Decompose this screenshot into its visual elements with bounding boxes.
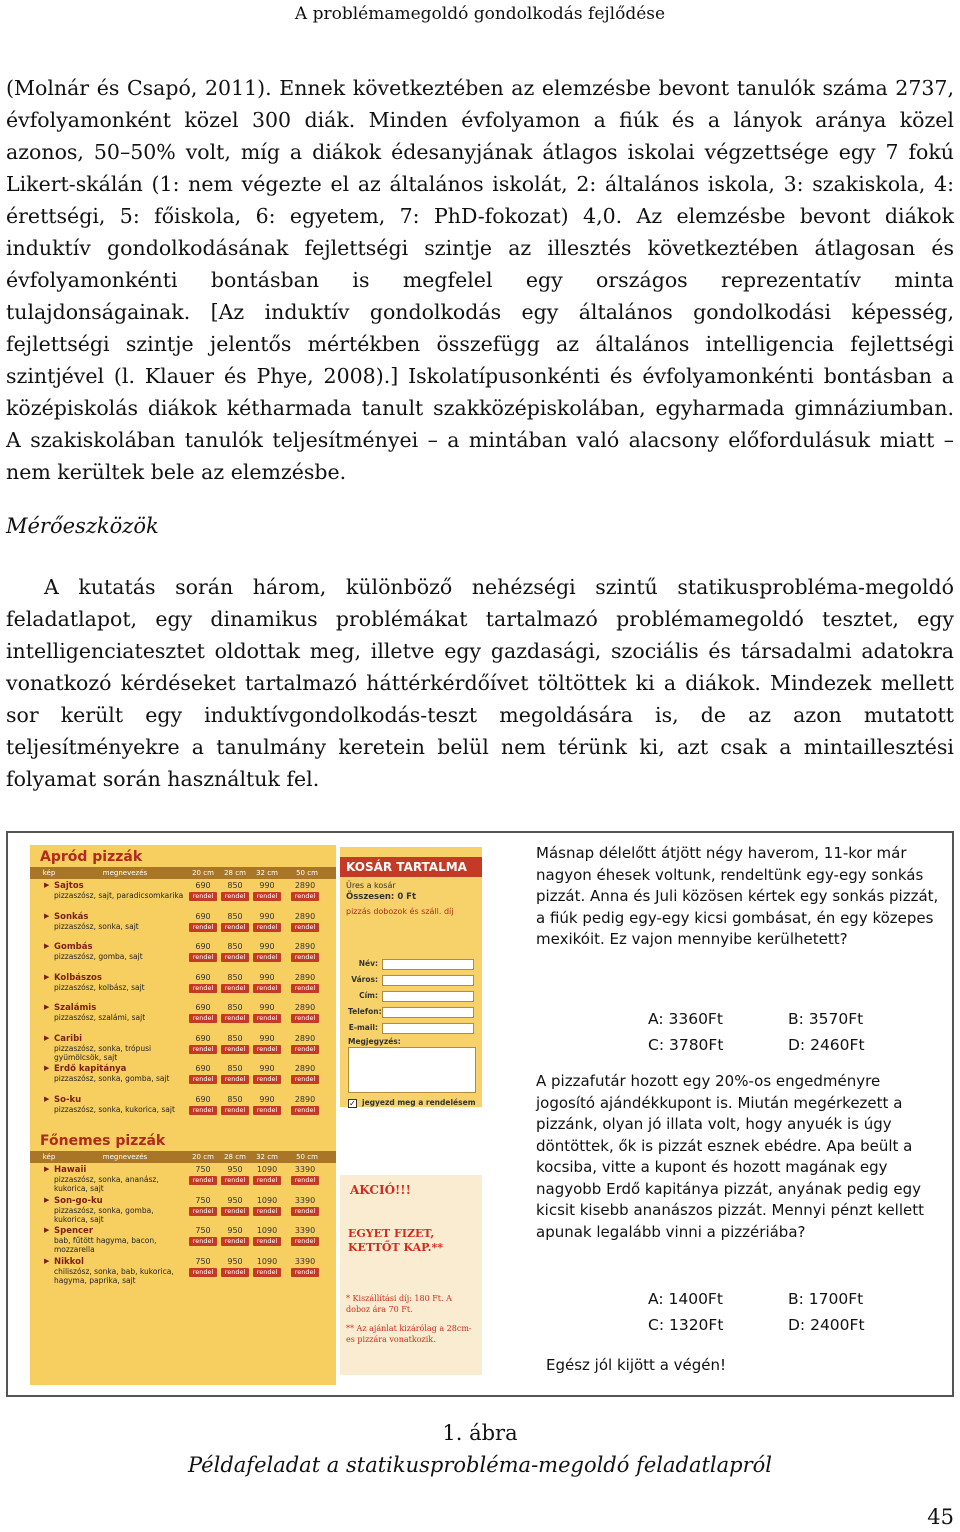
order-button[interactable]: rendel [221,1075,249,1084]
pizza-ingredients: pizzaszósz, szalámi, sajt [54,1013,146,1022]
menu-header-cell: 32 cm [256,1153,278,1161]
pizza-price: 990 [259,972,275,982]
pizza-ingredients: pizzaszósz, sonka, gomba, kukorica, sajt [54,1205,154,1224]
menu-section-title: Apród pizzák [40,849,143,865]
cart-field-city[interactable] [348,975,476,987]
arrow-icon: ▶ [44,1226,50,1234]
order-button[interactable]: rendel [253,953,281,962]
pizza-price: 690 [195,1094,211,1104]
order-button[interactable]: rendel [291,1045,319,1054]
cart-field-phone[interactable] [348,1007,476,1019]
pizza-price: 2890 [294,942,316,951]
cart-field-email[interactable] [348,1023,476,1035]
figure-example-task [6,831,954,1397]
city-input[interactable] [382,975,474,986]
order-button[interactable]: rendel [291,1075,319,1084]
pizza-row [34,912,334,943]
pizza-ingredients: pizzaszósz, sonka, kukorica, sajt [54,1104,175,1114]
pizza-ingredients: pizzaszósz, kolbász, sajt [54,982,145,992]
order-button[interactable]: rendel [253,1075,281,1084]
pizza-price: 750 [195,1226,211,1235]
pizza-price: 690 [195,1064,211,1073]
pizza-row [34,1196,334,1227]
pizza-price: 850 [227,972,243,982]
pizza-row [34,1064,334,1095]
pizza-price: 850 [227,1033,243,1043]
pizza-price: 690 [195,911,211,921]
pizza-name: Hawaii [54,1165,87,1175]
pizza-name: Caribi [54,1033,83,1044]
pizza-name: So-ku [54,1094,82,1105]
menu-header-cell: kép [42,1153,56,1161]
pizza-price: 850 [227,1094,243,1104]
menu-header-cell: kép [42,869,56,877]
pizza-price: 990 [259,942,275,951]
pizza-price: 750 [195,1165,211,1174]
cart-panel [340,847,482,1107]
menu-header-cell: 20 cm [192,1153,214,1161]
order-button[interactable]: rendel [291,1207,319,1216]
order-button[interactable]: rendel [221,923,249,932]
pizza-price: 3390 [294,1226,316,1235]
cart-field-label: Cím: [359,991,378,1000]
pizza-price: 690 [195,1003,211,1012]
order-button[interactable]: rendel [291,1106,319,1115]
order-button[interactable]: rendel [189,892,217,901]
pizza-ingredients: bab, fűtött hagyma, bacon, mozzarella [54,1236,157,1254]
order-button[interactable]: rendel [189,1237,217,1246]
pizza-price: 950 [227,1195,243,1205]
pizza-ingredients: pizzaszósz, sonka, gomba, sajt [54,1074,170,1083]
phone-input[interactable] [382,1007,474,1018]
answer-option: C: 3780Ft [648,1036,724,1054]
cart-field-name[interactable] [348,959,476,971]
pizza-name: Sonkás [54,911,89,922]
pizza-price: 2890 [294,1064,316,1073]
order-button[interactable]: rendel [291,1237,319,1246]
pizza-price: 2890 [294,1033,316,1043]
pizza-price: 850 [227,911,243,921]
order-button[interactable]: rendel [221,984,249,993]
cart-empty-text: Üres a kosár [346,881,396,890]
menu-column-header [30,867,336,879]
cart-total-value: 0 Ft [397,892,417,902]
arrow-icon: ▶ [44,881,50,889]
order-button[interactable]: rendel [253,1268,281,1277]
cart-note: pizzás dobozok és száll. díj [346,907,454,916]
arrow-icon: ▶ [44,972,50,981]
arrow-icon: ▶ [44,1195,50,1204]
promo-title: AKCIÓ!!! [350,1183,411,1197]
pizza-price: 990 [259,881,275,890]
cart-total [346,892,416,902]
pizza-price: 690 [195,942,211,951]
cart-field-label: Név: [358,959,378,968]
order-button[interactable]: rendel [291,1014,319,1023]
pizza-row [34,1003,334,1034]
menu-section-title: Főnemes pizzák [40,1133,166,1149]
arrow-icon: ▶ [44,1165,50,1173]
order-button[interactable]: rendel [189,1176,217,1185]
answer-option: D: 2460Ft [788,1036,865,1054]
pizza-price: 990 [259,1094,275,1104]
pizza-price: 3390 [294,1165,316,1174]
order-button[interactable]: rendel [189,1075,217,1084]
pizza-name: Gombás [54,942,93,952]
pizza-price: 690 [195,881,211,890]
order-button[interactable]: rendel [221,1014,249,1023]
message-label: Megjegyzés: [348,1037,401,1046]
answer-option: A: 1400Ft [648,1290,723,1308]
message-input[interactable] [348,1047,476,1093]
pizza-price: 2890 [294,1094,316,1104]
order-button[interactable]: rendel [221,892,249,901]
arrow-icon: ▶ [44,1094,50,1103]
menu-header-cell: 28 cm [224,1153,246,1161]
order-button[interactable]: rendel [291,1268,319,1277]
section-title: Mérőeszközök [6,514,159,538]
pizza-price: 950 [227,1226,243,1235]
answer-option: D: 2400Ft [788,1316,865,1334]
cart-field-label: Város: [351,975,378,984]
pizza-price: 690 [195,972,211,982]
pizza-row [34,881,334,912]
order-button[interactable]: rendel [189,1045,217,1054]
order-button[interactable]: rendel [221,1106,249,1115]
answer-option: C: 1320Ft [648,1316,724,1334]
order-button[interactable]: rendel [291,1176,319,1185]
pizza-ingredients: pizzaszósz, sajt, paradicsomkarika [54,891,184,900]
promo-fine-2: ** Az ajánlat kizárólag a 28cm-es pizzára vonatkozik. [346,1324,472,1344]
menu-header-cell: megnevezés [102,869,148,877]
order-button[interactable]: rendel [253,1237,281,1246]
order-button[interactable]: rendel [189,1207,217,1216]
pizza-name: Son-go-ku [54,1195,103,1206]
order-button[interactable]: rendel [253,923,281,932]
menu-header-cell: megnevezés [102,1153,148,1161]
promo-fine-1: * Kiszállítási díj: 180 Ft. A doboz ára 70 Ft. [346,1294,452,1314]
pizza-price: 2890 [294,1003,316,1012]
order-button[interactable]: rendel [189,1014,217,1023]
figure-caption-title: Példafeladat a statikusprobléma-megoldó feladatlapról [188,1453,772,1477]
menu-header-cell: 50 cm [296,869,318,877]
cart-field-label: Telefon: [348,1007,382,1016]
running-header: A problémamegoldó gondolkodás fejlődése [294,4,666,24]
remember-checkbox[interactable]: ✓ [349,1099,356,1108]
pizza-row [34,973,334,1004]
promo-line-2: KETTŐT KAP.** [348,1241,443,1254]
pizza-row [34,1034,334,1065]
menu-column-header [30,1151,336,1163]
arrow-icon: ▶ [44,1256,50,1265]
pizza-price: 990 [259,911,275,921]
arrow-icon: ▶ [44,1003,50,1011]
paragraph-participants: (Molnár és Csapó, 2011). Ennek következtében az elemzésbe bevont tanulók száma 2737, évfolyamonként közel 300 diák. Minden évfolyamon a fiúk és a lányok aránya közel azonos, 50–50% volt, míg a diákok édesanyjának átlagos iskolai végzettsége egy 7 fokú Likert-skálán (1: nem végezte el az általános iskolát, 2: általános iskola, 3: szakiskola, 4: érettségi, 5: főiskola, 6: egyetem, 7: PhD-fokozat) 4,0. Az elemzésbe bevont diákok induktív gondolkodásának fejlettségi szintje az illesztés következtében átlagosan és évfolyamonkénti bontásban is megfelel egy országos reprezentatív minta tulajdonságainak. [Az induktív gondolkodás egy általános gondolkodási képesség, fejlettségi szintje jelentős mértékben összefügg az általános intelligencia fejlettségi szintjével (l. Klauer és Phye, 2008).] Iskolatípusonkénti és évfolyamonkénti bontásban a középiskolás diákok kétharmada tanult szakközépiskolában, egyharmada gimnáziumban. A szakiskolában tanulók teljesítményei – a mintában való alacsony előfordulásuk miatt – nem kerültek bele az elemzésbe. [6,76,954,484]
cart-title: KOSÁR TARTALMA [340,857,482,877]
email-input[interactable] [382,1023,474,1034]
pizza-price: 850 [227,942,243,951]
order-button[interactable]: rendel [253,892,281,901]
order-button[interactable]: rendel [291,953,319,962]
promo-panel [340,1175,482,1375]
pizza-price: 1090 [256,1256,278,1266]
pizza-price: 990 [259,1064,275,1073]
pizza-price: 850 [227,1003,243,1012]
pizza-name: Nikkol [54,1256,84,1267]
answer-option: B: 1700Ft [788,1290,864,1308]
pizza-name: Sajtos [54,881,84,891]
cart-field-label: E-mail: [348,1023,378,1032]
pizza-row [34,1165,334,1196]
cart-field-address[interactable] [348,991,476,1003]
pizza-price: 850 [227,881,243,890]
arrow-icon: ▶ [44,1064,50,1072]
pizza-row [34,1226,334,1257]
order-button[interactable]: rendel [253,1045,281,1054]
order-button[interactable]: rendel [291,892,319,901]
arrow-icon: ▶ [44,942,50,950]
pizza-price: 850 [227,1064,243,1073]
pizza-price: 990 [259,1003,275,1012]
pizza-ingredients: pizzaszósz, sonka, trópusi gyümölcsök, sajt [54,1043,152,1062]
figure-caption-number: 1. ábra [442,1421,518,1445]
answer-option: B: 3570Ft [788,1010,864,1028]
pizza-price: 690 [195,1033,211,1043]
task-paragraph-2: A pizzafutár hozott egy 20%-os engedményre jogosító ajándékkupont is. Miután megérkezett a pizzánk, olyan jó illata volt, hogy anyuék is úgy döntöttek, ők is pizzát esznek ebédre. Apa beült a kocsiba, vitte a kupont és hozott magának egy nagyobb Erdő kapitánya pizzát, anyának pedig egy kicsit kisebb ananászos pizzát. Mennyi pénzt kellett apunak legalább vinni a pizzériába? [536,1072,925,1241]
pizza-row [34,942,334,973]
order-button[interactable]: rendel [221,1045,249,1054]
arrow-icon: ▶ [44,911,50,920]
task-paragraph-1: Másnap délelőtt átjött négy haverom, 11-kor már nagyon éhesek voltunk, rendeltünk egy-egy sonkás pizzát. Anna és Juli közösen kértek egy sonkás pizzát, a fiúk pedig egy-egy kicsi gombásat, én egy közepes mexikóit. Ez vajon mennyibe kerülhetett? [536,844,939,948]
order-button[interactable]: rendel [189,1106,217,1115]
pizza-price: 3390 [294,1195,316,1205]
order-button[interactable]: rendel [189,1268,217,1277]
pizza-price: 750 [195,1256,211,1266]
remember-label: jegyezd meg a rendelésem [362,1098,476,1107]
pizza-ingredients: pizzaszósz, gomba, sajt [54,952,143,961]
pizza-price: 1090 [256,1165,278,1174]
answer-option: A: 3360Ft [648,1010,723,1028]
menu-header-cell: 20 cm [192,869,214,877]
order-button[interactable]: rendel [253,1207,281,1216]
pizza-row [34,1257,334,1288]
pizza-ingredients: chiliszósz, sonka, bab, kukorica, hagyma, paprika, sajt [54,1266,174,1285]
order-button[interactable]: rendel [221,1207,249,1216]
order-button[interactable]: rendel [291,923,319,932]
task-closing: Egész jól kijött a végén! [546,1356,727,1374]
pizza-ingredients: pizzaszósz, sonka, ananász, kukorica, sajt [54,1175,159,1193]
order-button[interactable]: rendel [189,984,217,993]
order-button[interactable]: rendel [253,984,281,993]
arrow-icon: ▶ [44,1033,50,1042]
pizza-menu [30,845,336,1385]
pizza-price: 2890 [294,911,316,921]
pizza-price: 2890 [294,972,316,982]
order-button[interactable]: rendel [189,923,217,932]
pizza-row [34,1095,334,1126]
pizza-name: Spencer [54,1226,94,1236]
name-input[interactable] [382,959,474,970]
page-number: 45 [927,1505,954,1529]
paragraph-instruments: A kutatás során három, különböző nehézségi szintű statikusprobléma-megoldó feladatlapot, egy dinamikus problémákat tartalmazó problémamegoldó tesztet, egy intelligenciatesztet oldottak meg, illetve egy gazdasági, szociális és társadalmi adatokra vonatkozó kérdéseket tartalmazó háttérkérdőívet töltöttek ki a diákok. Mindezek mellett sor került egy induktívgondolkodás-teszt megoldására is, de az azon mutatott teljesítményekre a tanulmány keretein belül nem térünk ki, azt csak a mintaillesztési folyamat során használtuk fel. [6,575,954,791]
cart-total-label: Összesen: [346,892,395,902]
order-button[interactable]: rendel [221,953,249,962]
order-button[interactable]: rendel [221,1176,249,1185]
promo-line-1: EGYET FIZET, [348,1227,435,1240]
pizza-price: 950 [227,1165,243,1174]
pizza-name: Szalámis [54,1003,97,1013]
order-button[interactable]: rendel [253,1014,281,1023]
address-input[interactable] [382,991,474,1002]
pizza-price: 990 [259,1033,275,1043]
pizza-price: 2890 [294,881,316,890]
order-button[interactable]: rendel [189,953,217,962]
order-button[interactable]: rendel [291,984,319,993]
order-button[interactable]: rendel [253,1176,281,1185]
order-button[interactable]: rendel [221,1237,249,1246]
pizza-price: 1090 [256,1195,278,1205]
menu-header-cell: 28 cm [224,869,246,877]
order-button[interactable]: rendel [253,1106,281,1115]
pizza-price: 1090 [256,1226,278,1235]
pizza-name: Erdő kapitánya [54,1064,127,1074]
pizza-price: 950 [227,1256,243,1266]
pizza-price: 750 [195,1195,211,1205]
pizza-price: 3390 [294,1256,316,1266]
menu-header-cell: 32 cm [256,869,278,877]
pizza-name: Kolbászos [54,972,102,983]
order-button[interactable]: rendel [221,1268,249,1277]
menu-header-cell: 50 cm [296,1153,318,1161]
pizza-ingredients: pizzaszósz, sonka, sajt [54,921,139,931]
